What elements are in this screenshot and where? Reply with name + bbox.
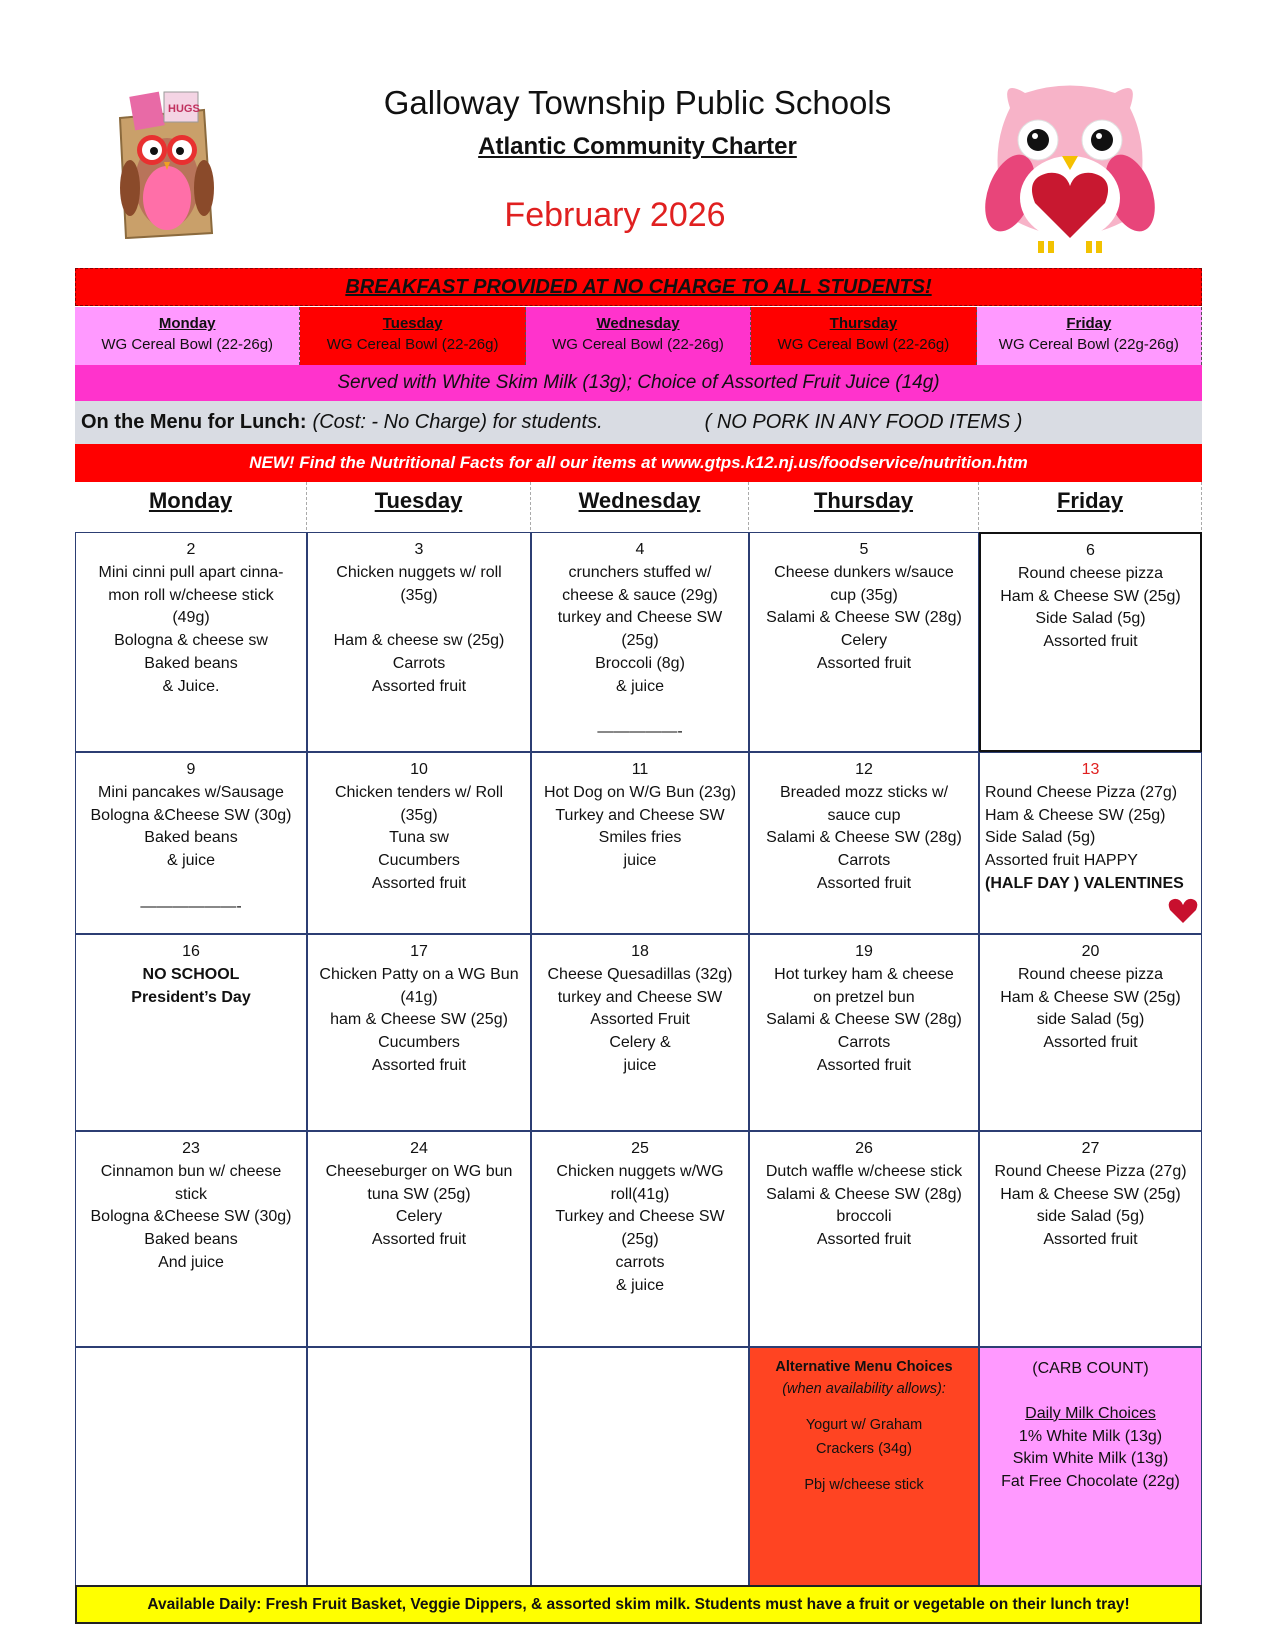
calendar-day-cell (749, 1131, 979, 1347)
heart-icon (1167, 897, 1199, 925)
calendar-day-cell (531, 934, 749, 1131)
breakfast-served-with: Served with White Skim Milk (13g); Choice of Assorted Fruit Juice (14g) (75, 365, 1202, 401)
breakfast-banner: BREAKFAST PROVIDED AT NO CHARGE TO ALL STUDENTS! (75, 268, 1202, 306)
breakfast-day-label: Friday (1066, 315, 1112, 332)
menu-item: (49g) (172, 609, 210, 627)
day-number: 27 (1081, 1140, 1100, 1157)
pink-owl-icon (970, 78, 1170, 268)
menu-item: Breaded mozz sticks w/ (779, 783, 949, 801)
day-number: 26 (855, 1140, 873, 1157)
menu-item: (25g) (621, 632, 659, 650)
menu-item: Salami & Cheese SW (28g) (766, 1011, 962, 1029)
milk-choice: Fat Free Chocolate (22g) (1001, 1473, 1180, 1491)
menu-item: Carrots (837, 852, 891, 870)
day-number: 17 (410, 943, 428, 960)
menu-item: Bologna &Cheese SW (30g) (90, 1208, 292, 1226)
menu-item: Round Cheese Pizza (27g) (985, 783, 1178, 801)
menu-item: Hot Dog on W/G Bun (23g) (543, 783, 737, 801)
menu-item: Cucumbers (378, 1034, 460, 1052)
menu-item: Cheeseburger on WG bun (325, 1162, 513, 1180)
menu-item: stick (175, 1185, 207, 1203)
calendar-day-cell (531, 752, 749, 934)
menu-item: Baked beans (144, 1231, 238, 1249)
owl-bag-icon (112, 88, 232, 248)
menu-item: Turkey and Cheese SW (555, 806, 725, 824)
day-header: Wednesday (531, 482, 749, 530)
menu-item: tuna SW (25g) (367, 1185, 471, 1203)
menu-item: And juice (158, 1253, 224, 1271)
menu-item: Side Salad (5g) (1035, 610, 1146, 628)
menu-item: & Juice. (162, 677, 220, 695)
menu-item: Mini cinni pull apart cinna- (98, 563, 284, 581)
day-number: 23 (182, 1140, 200, 1157)
menu-item: —————- (597, 723, 683, 741)
menu-item: turkey and Cheese SW (557, 609, 723, 627)
calendar-day-cell (749, 752, 979, 934)
calendar-day-cell (307, 752, 531, 934)
menu-item: (35g) (400, 586, 438, 604)
calendar-day-cell (979, 752, 1202, 934)
menu-item: roll(41g) (610, 1185, 670, 1203)
day-header: Thursday (749, 482, 979, 530)
lunch-cost: (Cost: - No Charge) for students. (312, 411, 603, 433)
day-headers (75, 482, 1202, 530)
menu-item: Chicken tenders w/ Roll (334, 783, 504, 801)
calendar-day-cell (75, 1131, 307, 1347)
menu-item: & juice (615, 1276, 665, 1294)
nutrition-banner[interactable]: NEW! Find the Nutritional Facts for all our items at www.gtps.k12.nj.us/foodservice/nutrition.htm (75, 444, 1202, 482)
menu-item: Baked beans (144, 829, 238, 847)
menu-item: Round Cheese Pizza (27g) (994, 1162, 1187, 1180)
menu-item: sauce cup (827, 806, 901, 824)
menu-item: Ham & Cheese SW (25g) (1000, 587, 1181, 605)
menu-item: & juice (166, 852, 216, 870)
calendar-day-cell (307, 1131, 531, 1347)
calendar-day-cell (531, 1131, 749, 1347)
bag-hugs-text: HUGS (168, 103, 200, 115)
breakfast-row (75, 307, 1202, 365)
menu-item: ham & Cheese SW (25g) (330, 1011, 508, 1029)
menu-item: Carrots (392, 654, 446, 672)
calendar-day-cell (307, 934, 531, 1131)
calendar-day-cell (979, 1131, 1202, 1347)
milk-choice: Skim White Milk (13g) (1012, 1450, 1169, 1468)
menu-item: juice (623, 852, 657, 870)
menu-item: cheese & sauce (29g) (562, 586, 718, 604)
menu-item: side Salad (5g) (1036, 1208, 1145, 1226)
month-title: February 2026 (504, 196, 726, 234)
menu-item: Ham & Cheese SW (25g) (1000, 988, 1181, 1006)
breakfast-day-label: Monday (158, 315, 216, 332)
alternative-menu (749, 1347, 979, 1586)
day-number: 3 (414, 541, 424, 558)
menu-item: Round cheese pizza (1018, 564, 1163, 582)
day-number: 9 (186, 761, 196, 778)
menu-item: & juice (615, 677, 665, 695)
menu-item: Celery & (609, 1034, 671, 1052)
menu-item: Dutch waffle w/cheese stick (765, 1162, 963, 1180)
empty-cell (307, 1347, 531, 1586)
menu-item: broccoli (836, 1208, 892, 1226)
menu-item: (35g) (400, 806, 438, 824)
menu-item: Cucumbers (378, 852, 460, 870)
menu-item: Assorted fruit (816, 654, 912, 672)
calendar-day-cell (75, 532, 307, 752)
empty-cell (75, 1347, 307, 1586)
menu-item: on pretzel bun (813, 988, 915, 1006)
menu-item: Mini pancakes w/Sausage (98, 783, 284, 801)
menu-item: Chicken nuggets w/ roll (336, 563, 502, 581)
breakfast-day-cell (75, 307, 300, 365)
menu-item: Salami & Cheese SW (28g) (766, 1185, 962, 1203)
menu-item: Turkey and Cheese SW (555, 1208, 725, 1226)
lunch-label: On the Menu for Lunch: (81, 411, 307, 433)
breakfast-day-cell (751, 307, 976, 365)
menu-item: Assorted fruit (1043, 633, 1138, 651)
alternative-title: Alternative Menu Choices (775, 1359, 953, 1375)
menu-item: Assorted fruit (371, 1231, 467, 1249)
menu-item: Chicken Patty on a WG Bun (319, 965, 519, 983)
day-header: Tuesday (307, 482, 531, 530)
alternative-item: Yogurt w/ Graham (805, 1417, 923, 1433)
menu-item: Cheese Quesadillas (32g) (547, 965, 733, 983)
carb-count (979, 1347, 1202, 1586)
menu-item: Assorted fruit (371, 874, 467, 892)
menu-item: turkey and Cheese SW (557, 988, 723, 1006)
menu-item: Chicken nuggets w/WG (556, 1162, 724, 1180)
menu-item: Ham & cheese sw (25g) (333, 632, 505, 650)
menu-item (308, 607, 530, 630)
alternative-subtitle: (when availability allows): (782, 1381, 946, 1397)
breakfast-item: WG Cereal Bowl (22-26g) (777, 336, 950, 353)
menu-item: carrots (615, 1253, 665, 1271)
day-number: 13 (1081, 761, 1100, 778)
calendar-day-cell (307, 532, 531, 752)
menu-item: Assorted fruit (816, 1231, 912, 1249)
menu-item: Side Salad (5g) (985, 829, 1096, 847)
menu-item: Bologna &Cheese SW (30g) (90, 806, 292, 824)
day-number: 18 (631, 943, 649, 960)
menu-item: Assorted fruit (371, 1056, 467, 1074)
menu-item: crunchers stuffed w/ (568, 563, 712, 581)
special-note: President’s Day (131, 988, 251, 1006)
menu-item: Celery (840, 632, 888, 650)
menu-item: Carrots (837, 1034, 891, 1052)
day-number: 10 (410, 761, 428, 778)
lunch-info (75, 401, 1202, 444)
half-day-note: (HALF DAY ) VALENTINES (985, 874, 1184, 892)
menu-item (532, 699, 748, 722)
footer-available-daily: Available Daily: Fresh Fruit Basket, Veggie Dippers, & assorted skim milk. Students must have a fruit or vegetable on their lunch tray! (75, 1585, 1202, 1624)
day-header: Friday (979, 482, 1202, 530)
calendar-day-cell (979, 934, 1202, 1131)
breakfast-day-cell (977, 307, 1202, 365)
menu-item: Baked beans (144, 654, 238, 672)
breakfast-day-cell (526, 307, 751, 365)
school-title: Atlantic Community Charter (478, 133, 797, 160)
carb-title: (CARB COUNT) (1032, 1360, 1149, 1377)
menu-item: Assorted fruit (1043, 1034, 1138, 1052)
menu-item: Bologna & cheese sw (114, 632, 268, 650)
menu-item: ——————- (140, 897, 242, 915)
menu-item: mon roll w/cheese stick (108, 586, 274, 604)
day-number: 4 (635, 541, 645, 558)
calendar-day-cell (979, 532, 1202, 752)
menu-item: Tuna sw (389, 829, 449, 847)
milk-choice: 1% White Milk (13g) (1018, 1427, 1163, 1445)
menu-item: Round cheese pizza (1018, 965, 1163, 983)
breakfast-day-cell (300, 307, 525, 365)
district-title: Galloway Township Public Schools (383, 84, 892, 121)
calendar-day-cell (749, 934, 979, 1131)
day-number: 20 (1081, 943, 1100, 960)
alternative-item: Pbj w/cheese stick (804, 1477, 924, 1493)
calendar-day-cell (531, 532, 749, 752)
day-number: 5 (859, 541, 869, 558)
menu-item: Assorted Fruit (590, 1011, 690, 1029)
empty-cell (531, 1347, 749, 1586)
menu-item: Assorted fruit (371, 677, 467, 695)
day-header: Monday (75, 482, 307, 530)
menu-item: Smiles fries (598, 829, 682, 847)
menu-item: Ham & Cheese SW (25g) (985, 806, 1166, 824)
day-number: 16 (182, 943, 200, 960)
menu-item: Hot turkey ham & cheese (774, 965, 954, 983)
special-note: NO SCHOOL (142, 965, 240, 983)
breakfast-item: WG Cereal Bowl (22-26g) (101, 336, 274, 353)
menu-item: (41g) (400, 988, 438, 1006)
menu-item: juice (623, 1056, 657, 1074)
milk-choices-title: Daily Milk Choices (1025, 1404, 1156, 1422)
day-number: 25 (631, 1140, 649, 1157)
calendar-day-cell (749, 532, 979, 752)
menu-item: (25g) (621, 1231, 659, 1249)
menu-item: Broccoli (8g) (595, 654, 685, 672)
menu-item: Assorted fruit (816, 874, 912, 892)
menu-item: Salami & Cheese SW (28g) (766, 829, 962, 847)
day-number: 6 (1086, 542, 1095, 559)
menu-item (76, 873, 306, 896)
day-number: 11 (631, 761, 649, 778)
day-number: 19 (855, 943, 873, 960)
menu-item: Assorted fruit (1043, 1231, 1138, 1249)
menu-item: Assorted fruit (816, 1056, 912, 1074)
breakfast-item: WG Cereal Bowl (22-26g) (326, 336, 499, 353)
menu-item: cup (35g) (830, 586, 898, 604)
menu-item: Ham & Cheese SW (25g) (1000, 1185, 1181, 1203)
no-pork-note: ( NO PORK IN ANY FOOD ITEMS ) (704, 411, 1023, 433)
menu-item: Cheese dunkers w/sauce (774, 563, 954, 581)
day-number: 12 (855, 761, 873, 778)
day-number: 2 (186, 541, 196, 558)
breakfast-day-label: Tuesday (382, 315, 443, 332)
menu-item: Cinnamon bun w/ cheese (100, 1162, 282, 1180)
calendar-day-cell (75, 752, 307, 934)
breakfast-day-label: Thursday (829, 315, 898, 332)
menu-item: Salami & Cheese SW (28g) (766, 609, 962, 627)
menu-item: side Salad (5g) (1036, 1011, 1145, 1029)
calendar-day-cell (75, 934, 307, 1131)
breakfast-day-label: Wednesday (596, 315, 680, 332)
day-number: 24 (410, 1140, 428, 1157)
menu-item: Celery (395, 1208, 443, 1226)
breakfast-item: WG Cereal Bowl (22g-26g) (998, 336, 1179, 353)
menu-item: Assorted fruit HAPPY (985, 852, 1138, 870)
alternative-item: Crackers (34g) (816, 1441, 912, 1457)
breakfast-item: WG Cereal Bowl (22-26g) (552, 336, 724, 353)
